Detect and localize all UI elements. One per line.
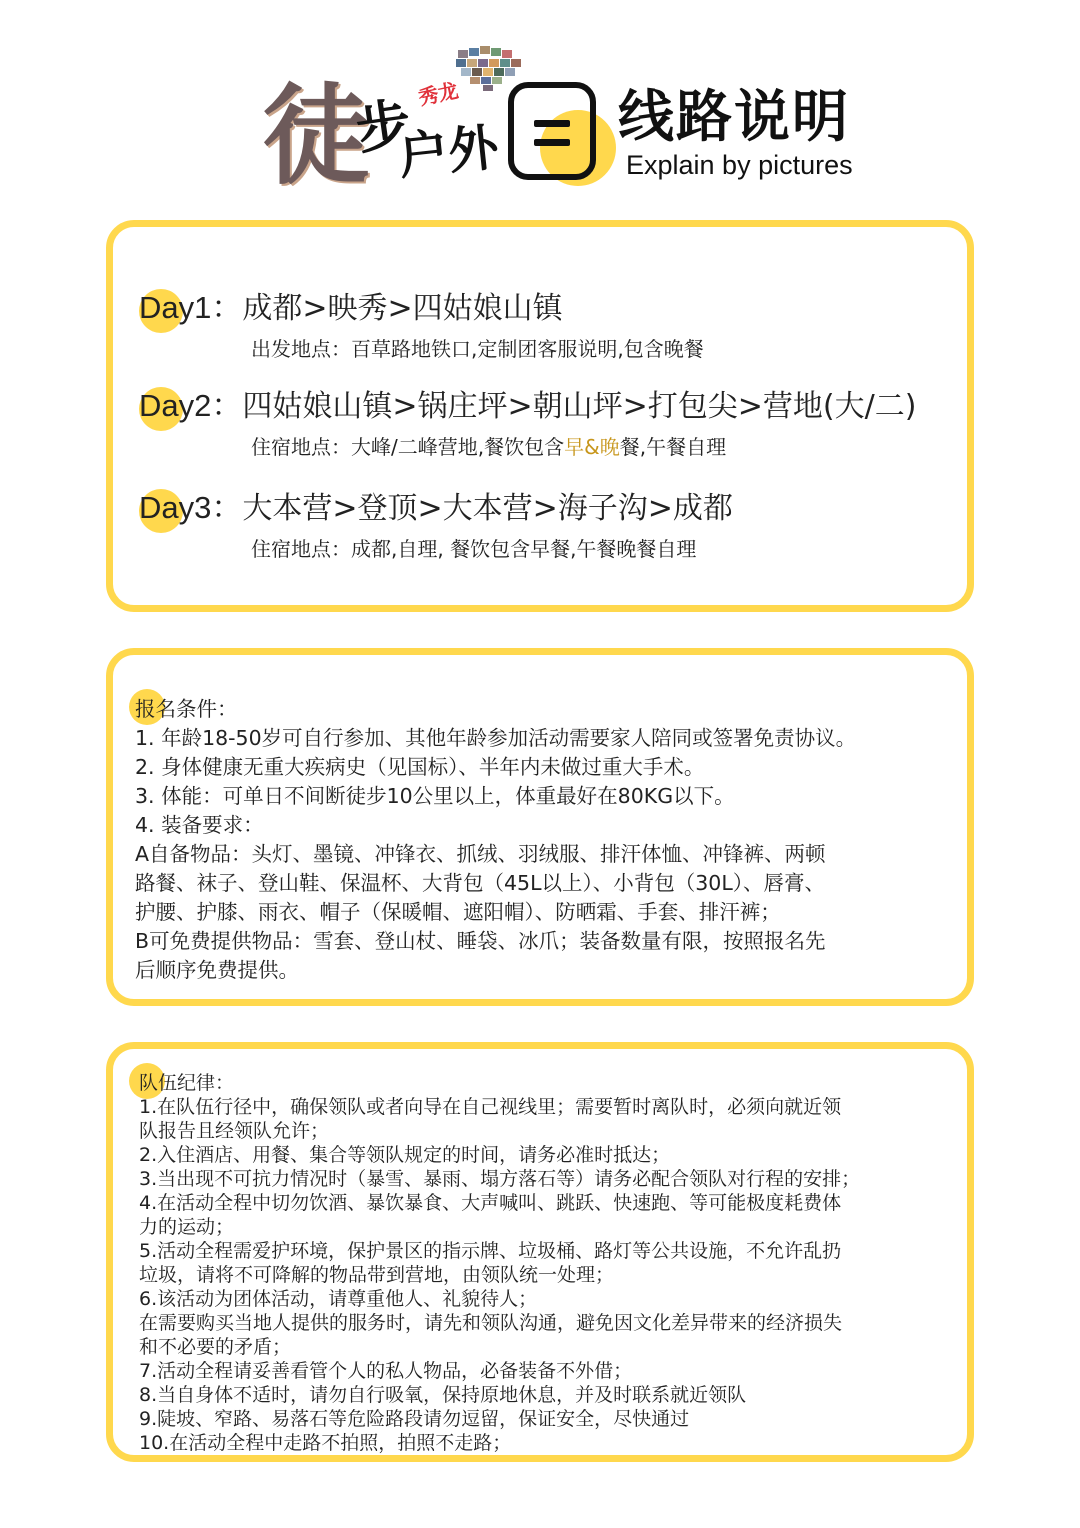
list-item: 路餐、袜子、登山鞋、保温杯、大背包（45L以上）、小背包（30L）、唇膏、 bbox=[135, 871, 826, 895]
discipline-block bbox=[139, 1071, 961, 1455]
list-item: 8.当自身体不适时，请勿自行吸氧，保持原地休息，并及时联系就近领队 bbox=[139, 1384, 747, 1406]
list-item: 1.在队伍行径中，确保领队或者向导在自己视线里；需要暂时离队时，必须向就近领 bbox=[139, 1096, 842, 1118]
list-item: 4. 装备要求： bbox=[135, 813, 264, 837]
list-item: 力的运动； bbox=[139, 1216, 235, 1238]
list-item: 在需要购买当地人提供的服务时，请先和领队沟通，避免因文化差异带来的经济损失 bbox=[139, 1312, 843, 1334]
equals-icon bbox=[534, 120, 570, 146]
list-item: 和不必要的矛盾； bbox=[139, 1336, 292, 1358]
page-subtitle: Explain by pictures bbox=[626, 150, 853, 180]
list-item: 队报告且经领队允许； bbox=[139, 1120, 330, 1142]
list-item: 2. 身体健康无重大疾病史（见国标）、半年内未做过重大手术。 bbox=[135, 755, 705, 779]
section-title: 报名条件： bbox=[135, 697, 238, 721]
section-title: 队伍纪律： bbox=[139, 1072, 235, 1094]
list-item: B可免费提供物品：雪套、登山杖、睡袋、冰爪；装备数量有限，按照报名先 bbox=[135, 929, 826, 953]
header bbox=[0, 0, 1080, 210]
list-item: 垃圾，请将不可降解的物品带到营地，由领队统一处理； bbox=[139, 1264, 615, 1286]
list-item: 7.活动全程请妥善看管个人的私人物品，必备装备不外借； bbox=[139, 1360, 633, 1382]
day-route: 四姑娘山镇>锅庄坪>朝山坪>打包尖>营地(大/二) bbox=[242, 389, 917, 424]
day-label: Day1： bbox=[139, 290, 243, 325]
day-detail: 住宿地点：大峰/二峰营地,餐饮包含早&晚餐,午餐自理 bbox=[251, 435, 727, 459]
day-item bbox=[139, 385, 916, 462]
registration-card bbox=[106, 648, 974, 1006]
list-item: 3.当出现不可抗力情况时（暴雪、暴雨、塌方落石等）请务必配合领队对行程的安排； bbox=[139, 1168, 861, 1190]
logo-red-stamp: 秀龙 bbox=[416, 78, 461, 110]
photo-mosaic-heart bbox=[456, 46, 522, 92]
day-label: Day2： bbox=[139, 388, 243, 423]
list-item: 9.陡坡、窄路、易落石等危险路段请勿逗留，保证安全，尽快通过 bbox=[139, 1408, 690, 1430]
day-detail: 出发地点：百草路地铁口,定制团客服说明,包含晚餐 bbox=[251, 337, 704, 361]
logo-huwai-text: 户外 bbox=[395, 116, 502, 187]
logo-xu-character: 徒 bbox=[262, 73, 367, 199]
day-item bbox=[139, 487, 733, 564]
list-item: 3. 体能：可单日不间断徒步10公里以上，体重最好在80KG以下。 bbox=[135, 784, 735, 808]
list-item: 护腰、护膝、雨衣、帽子（保暖帽、遮阳帽）、防晒霜、手套、排汗裤； bbox=[135, 900, 781, 924]
list-item: 后顺序免费提供。 bbox=[135, 958, 299, 982]
logo-bu-character: 步 bbox=[352, 90, 415, 162]
itinerary-card bbox=[106, 220, 974, 612]
highlight-text: 早&晚 bbox=[564, 435, 620, 459]
list-item: 2.入住酒店、用餐、集合等领队规定的时间，请务必准时抵达； bbox=[139, 1144, 671, 1166]
discipline-card bbox=[106, 1042, 974, 1462]
day-route: 大本营>登顶>大本营>海子沟>成都 bbox=[242, 491, 733, 526]
list-item: 10.在活动全程中走路不拍照，拍照不走路； bbox=[139, 1432, 512, 1454]
day-route: 成都>映秀>四姑娘山镇 bbox=[242, 291, 563, 326]
list-item: 6.该活动为团体活动，请尊重他人、礼貌待人； bbox=[139, 1288, 538, 1310]
list-item: 4.在活动全程中切勿饮酒、暴饮暴食、大声喊叫、跳跃、快速跑、等可能极度耗费体 bbox=[139, 1192, 842, 1214]
day-detail: 住宿地点：成都,自理, 餐饮包含早餐,午餐晚餐自理 bbox=[251, 537, 697, 561]
day-label: Day3： bbox=[139, 490, 243, 525]
list-item: A自备物品：头灯、墨镜、冲锋衣、抓绒、羽绒服、排汗体恤、冲锋裤、两顿 bbox=[135, 842, 826, 866]
day-item bbox=[139, 287, 704, 364]
list-item: 1. 年龄18-50岁可自行参加、其他年龄参加活动需要家人陪同或签署免责协议。 bbox=[135, 726, 857, 750]
registration-block bbox=[135, 695, 961, 985]
page-title: 线路说明 bbox=[618, 85, 850, 150]
list-item: 5.活动全程需爱护环境，保护景区的指示牌、垃圾桶、路灯等公共设施，不允许乱扔 bbox=[139, 1240, 842, 1262]
